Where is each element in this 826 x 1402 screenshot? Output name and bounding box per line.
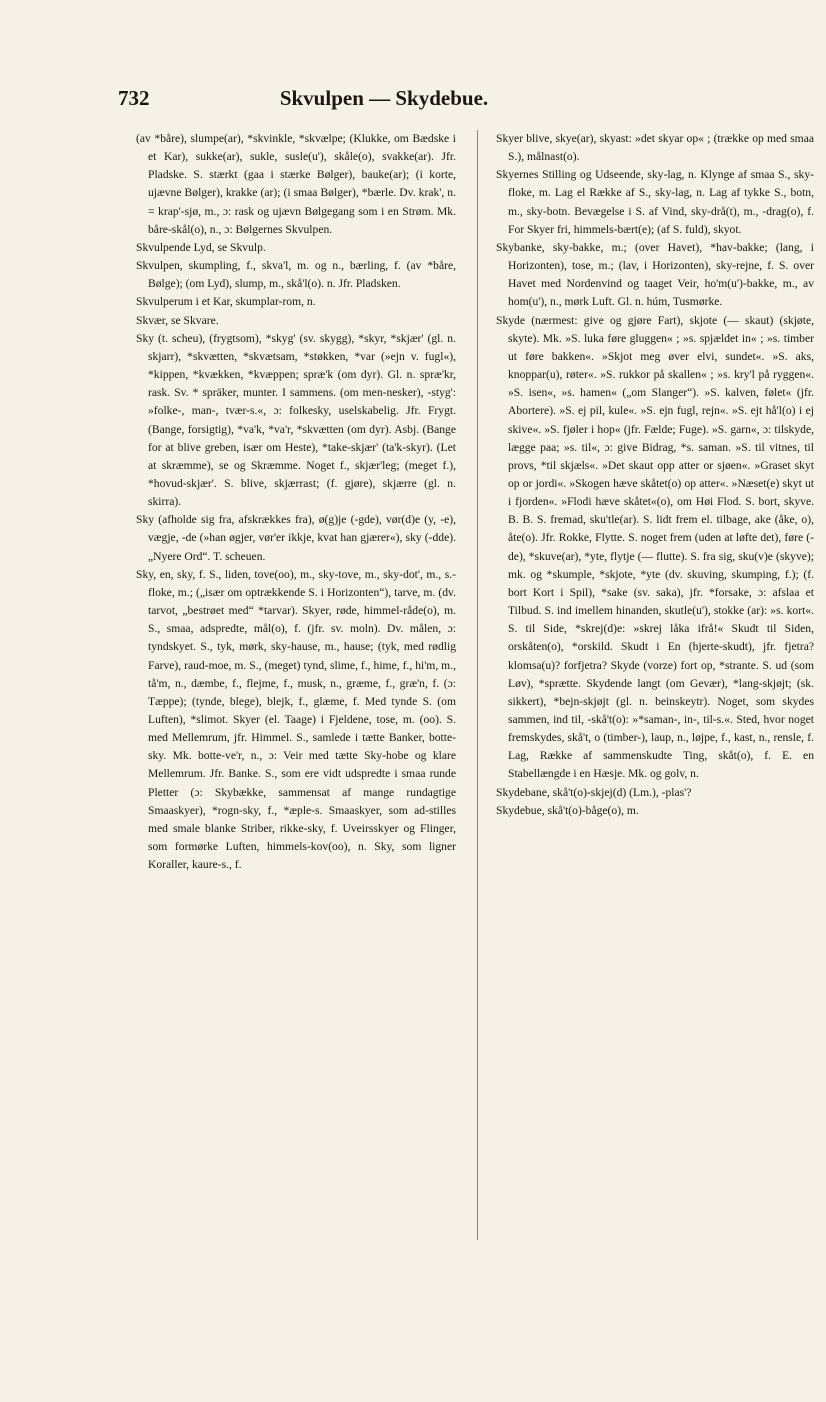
page-header (118, 86, 590, 116)
entry-0: Skyer blive, skye(ar), skyast: »det skyar op« ; (trække op med smaa S.), målnast(o). (496, 132, 814, 164)
entry-5: Skydebue, skå't(o)-båge(o), m. (496, 803, 639, 817)
right-column (496, 130, 814, 820)
entry-1: Skyernes Stilling og Udseende, sky-lag, n. Klynge af smaa S., sky-floke, m. Lag el Række af S., sky-lag, n. Lag af tykke S., botn, m., sky-botn. Bevægelse i S. af Vind, sky-drå(t), m., -drag(o), f. For Skyer fri, himmels-bært(e); (af S. fuld), skyot. (496, 168, 814, 236)
entry-4: Skydebane, skå't(o)-skjej(d) (Lm.), -plas'? (496, 785, 692, 799)
page-number: 732 (118, 86, 150, 110)
entry-5: Sky (t. scheu), (frygtsom), *skyg' (sv. skygg), *skyr, *skjær' (gl. n. skjarr), *skvætten, *skvætsam, *støkken, *var (»ejn v. fugl«), *kippen, *kvækken, *kvæppen; spræ'k (om dyr). Gl. n. spræ'kr, rask. Sv. * spräker, munter. I sammens. (om men-nesker), -styg': »folke-, man-, tvær-s.«, ɔ: folkesky, uselskabelig. Jfr. Frygt. (Bange, forsigtig), *va'k, *va'r, *skvætten (om dyr). Asbj. (Bange for at blive greben, især om Heste), *take-skjær' (ta'k-skyr). (Let at skræmme), se og Skræmme. Noget f., skjær'leg; (meget f.), *hovud-skjær'. S. blive, skjærrast; (f. gjøre), skjærre (gl. n. skirra). (136, 331, 456, 509)
entry-1: Skvulpende Lyd, se Skvulp. (136, 240, 266, 254)
entry-2: Skybanke, sky-bakke, m.; (over Havet), *hav-bakke; (lang, i Horizonten), tose, m.; (lav, i Horizonten), sky-rejne, f. S. over Havet med Nordenvind og taaget Veir, ho'm(u')-bakke, m., av hom(u'), n., mørk Luft. Gl. n. húm, Tusmørke. (496, 240, 814, 309)
entry-7: Sky, en, sky, f. S., liden, tove(oo), m., sky-tove, m., sky-dot', m., s.-floke, m.; („især om optrækkende S. i Horizonten“), tarve, m. (dv. tarvot, „bestrøet med“ *tarvar). Skyer, røde, himmel-råde(o), m. S., smaa, adspredte, mål(o), f. (jfr. sv. moln). Dv. målen, ɔ: tyndskyet. S., tyk, mørk, sky-hause, m., hause; (tyk, med rødlig Farve), raud-moe, m. S., (meget) tynd, slime, f., hime, f., hi'm, m., tå'm, n., dæmbe, f., flejme, f., musk, n., græme, f., græ'n, f. (ɔ: Tæppe); (tynde, blege), blejk, f., glæme, f. Med tynde S. (om Luften), *slimot. Skyer (el. Taage) i Fjeldene, tose, m. (oo). S. med Mellemrum, jfr. Himmel. S., samlede i tætte Banker, botte-sky. Mk. botte-ve'r, n., ɔ: Veir med tætte Sky-hobe og klare Mellemrum. Jfr. Banke. S., som ere vidt udspredte i smaa runde Pletter (ɔ: Skybække, sammensat af mange rundagtige Smaaskyer), *rogn-sky, f., *æple-s. Smaaskyer, som ad-stilles med smale blanke Striber, rikke-sky, f. Uveirsskyer og Flinger, som formørke Luften, himmels-kov(oo), n. Sky, som ligner Koraller, kaure-s., f. (136, 567, 456, 872)
entry-0: (av *båre), slumpe(ar), *skvinkle, *skvælpe; (Klukke, om Bædske i et Kar), sukke(ar), sukle, susle(u'), skåle(o), svakke(ar). Jfr. Pladske. S. stærkt (gaa i stærke Bølger), bauke(ar); (i korte, ujævne Bølger), krakke (ar); (i smaa Bølger), *bærle. Dv. krak', n. = krap'-sjø, m., ɔ: rask og ujævn Bølgegang som i en Strøm. Mk. båre-skål(o), n., ɔ: Bølgernes Skvulpen. (136, 132, 456, 236)
entry-3: Skvulperum i et Kar, skumplar-rom, n. (136, 295, 316, 309)
left-column (136, 130, 456, 874)
running-title: Skvulpen — Skydebue. (279, 86, 489, 110)
column-divider (477, 130, 478, 1240)
entry-3: Skyde (nærmest: give og gjøre Fart), skjote (— skaut) (skjøte, skyte). Mk. »S. luka føre gluggen« ; »s. spjældet in« ; »s. timber ut føre bakken«. »Skjot meg øver elvi, sundet«. »S. aks, knoppar(u), røter«. »S. rukkor på skallen« ; »s. kry'l på ryggen«. »S. isen«, »s. hamen« („om Slanger“). »S. kalven, følet« (jfr. Abortere). »S. ej pil, kule«. »S. ejn fugl, rejn«. »S. ejt hå'l(o) i ej skive«. »S. fjøler i hop« (jfr. Fælde; Fuge). »S. garn«, ɔ: tilskyde, lægge paa; »s. til«, ɔ: give Bidrag, *s. saman. »S. til vitnes, til provs, *til skjæls«. »Det skaut opp atter or sjøen«. »Graset skyt op or jordi«. »Skogen hæve skåtet(o) op atter«. »Næset(e) skyt ut i fjorden«. »Flodi hæve skåtet«(o), om Høi Flod. S. bort, skyve. B. B. S. fremad, sku'tle(ar). S. lidt frem el. tilbage, ake (åke, o), åte(o). Jfr. Rokke, Flytte. S. noget frem (uden at løfte det), føre (-de), *skuve(ar), *yte, flytje (— flutte). S. fra sig, sku(v)e (skyve); mk. og *skumple, *skjote, *yte (dv. skuving, skumping, f.); (f. bort Kort i Spil), *sake (sv. saka), jfr. *forsake, ɔ: afslaa et Tilbud. S. ind imellem hinanden, skutle(u'), stokke (ar): »s. kort«. S. til Side, *skrej(d)e: »skrej låka ifrå!« Skudt til Siden, orskåten(o), *orskild. Skudt i En (hjerte-skudt), jfr. fjetra? klomsa(u)? forfjetra? Skyde (vorze) fort op, *strante. S. ud (som Løv), *sprætte. Skydende langt (om Gevær), *lang-skjøjt; (sk. sikkert), *bejn-skjøjt (gl. n. beinskeytr). Noget, som skydes sammen, ind til, -skå't(o): »*saman-, in-, til-s.«. Sted, hvor noget fremskydes, skå't, o (timber-), laup, n., løjpe, f., kast, n., rensle, f. Lag, Række af sammenskudte Ting, skåt(o), f. E. en Stabellængde i en Hæsje. Mk. og golv, n. (496, 313, 814, 781)
entry-4: Skvær, se Skvare. (136, 313, 219, 327)
entry-2: Skvulpen, skumpling, f., skva'l, m. og n., bærling, f. (av *båre, Bølge); (om Lyd), slump, m., skå'l(o). n. Jfr. Pladsken. (136, 259, 456, 291)
entry-6: Sky (afholde sig fra, afskrækkes fra), ø(g)je (-gde), vør(d)e (y, -e), vægje, -de (»han øgjer, vør'er ikkje, kvat han gjærer«), sky (-dde). „Nyere Ord“. T. scheuen. (136, 513, 456, 563)
